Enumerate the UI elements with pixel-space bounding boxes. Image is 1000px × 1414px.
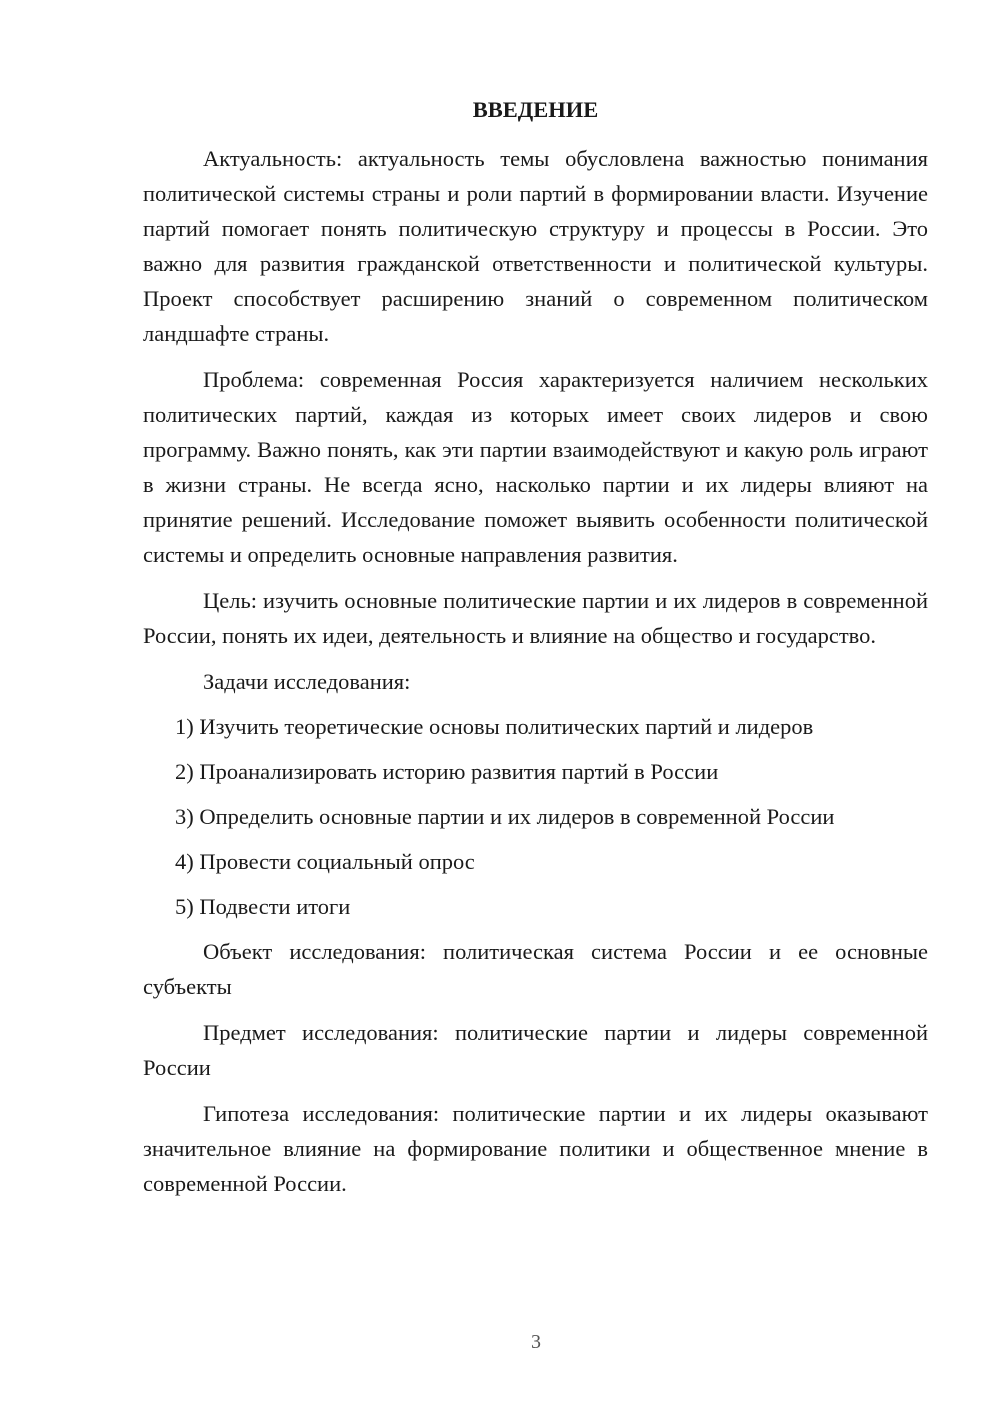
- page-title: ВВЕДЕНИЕ: [472, 97, 599, 122]
- problem-paragraph: Проблема: современная Россия характеризуется наличием нескольких политических партий, каждая из которых имеет своих лидеров и свою программу. Важно понять, как эти партии взаимодействуют и какую роль играют в жизни страны. Не всегда ясно, насколько партии и их лидеры влияют на принятие решений. Исследование поможет выявить особенности политической системы и определить основные направления развития.: [143, 367, 928, 567]
- goal-paragraph: Цель: изучить основные политические партии и их лидеров в современной России, понять их идеи, деятельность и влияние на общество и государство.: [143, 588, 928, 648]
- page-number: 3: [531, 1331, 541, 1353]
- relevance-paragraph: Актуальность: актуальность темы обусловлена важностью понимания политической системы страны и роли партий в формировании власти. Изучение партий помогает понять политическую структуру и процессы в России. Это важно для развития гражданской ответственности и политической культуры. Проект способствует расширению знаний о современном политическом ландшафте страны.: [143, 146, 928, 346]
- tasks-heading: Задачи исследования:: [203, 669, 411, 694]
- task-item: 2) Проанализировать историю развития партий в России: [175, 759, 719, 784]
- task-item: 4) Провести социальный опрос: [175, 849, 475, 874]
- subject-paragraph: Предмет исследования: политические партии и лидеры современной России: [143, 1020, 928, 1080]
- task-list: [143, 709, 928, 924]
- object-paragraph: Объект исследования: политическая система России и ее основные субъекты: [143, 939, 928, 999]
- task-item: 1) Изучить теоретические основы политических партий и лидеров: [175, 714, 814, 739]
- task-item: 3) Определить основные партии и их лидеров в современной России: [175, 804, 835, 829]
- document-page: [143, 92, 928, 1212]
- task-item: 5) Подвести итоги: [175, 894, 351, 919]
- hypothesis-paragraph: Гипотеза исследования: политические партии и их лидеры оказывают значительное влияние на формирование политики и общественное мнение в современной России.: [143, 1101, 928, 1196]
